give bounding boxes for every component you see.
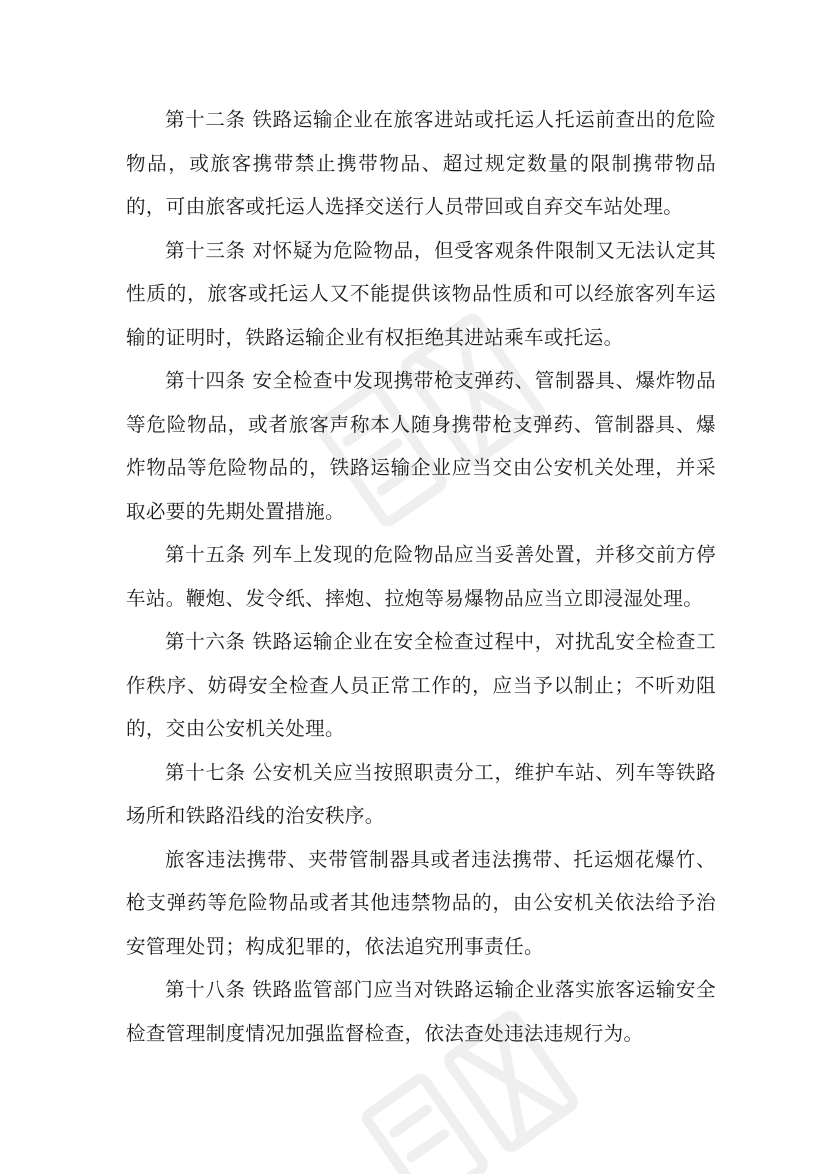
document-body (126, 98, 716, 1055)
paragraph-article-16: 第十六条 铁路运输企业在安全检查过程中，对扰乱安全检查工作秩序、妨碍安全检查人员正常工作的，应当予以制止；不听劝阻的，交由公安机关处理。 (126, 630, 716, 740)
paragraph-article-17: 第十七条 公安机关应当按照职责分工，维护车站、列车等铁路场所和铁路沿线的治安秩序。 (126, 760, 716, 827)
paragraph-article-15: 第十五条 列车上发现的危险物品应当妥善处置，并移交前方停车站。鞭炮、发令纸、摔炮、拉炮等易爆物品应当立即浸湿处理。 (126, 543, 716, 610)
paragraph-article-13: 第十三条 对怀疑为危险物品，但受客观条件限制又无法认定其性质的，旅客或托运人又不能提供该物品性质和可以经旅客列车运输的证明时，铁路运输企业有权拒绝其进站乘车或托运。 (126, 238, 716, 349)
paragraph-article-14: 第十四条 安全检查中发现携带枪支弹药、管制器具、爆炸物品等危险物品，或者旅客声称本人随身携带枪支弹药、管制器具、爆炸物品等危险物品的，铁路运输企业应当交由公安机关处理，并采取必要的先期处置措施。 (126, 369, 716, 523)
paragraph-article-17-clause-2: 旅客违法携带、夹带管制器具或者违法携带、托运烟花爆竹、枪支弹药等危险物品或者其他违禁物品的，由公安机关依法给予治安管理处罚；构成犯罪的，依法追究刑事责任。 (126, 847, 716, 958)
paragraph-article-18: 第十八条 铁路监管部门应当对铁路运输企业落实旅客运输安全检查管理制度情况加强监督检查，依法查处违法违规行为。 (126, 978, 716, 1045)
paragraph-article-12: 第十二条 铁路运输企业在旅客进站或托运人托运前查出的危险物品，或旅客携带禁止携带物品、超过规定数量的限制携带物品的，可由旅客或托运人选择交送行人员带回或自弃交车站处理。 (126, 108, 716, 218)
